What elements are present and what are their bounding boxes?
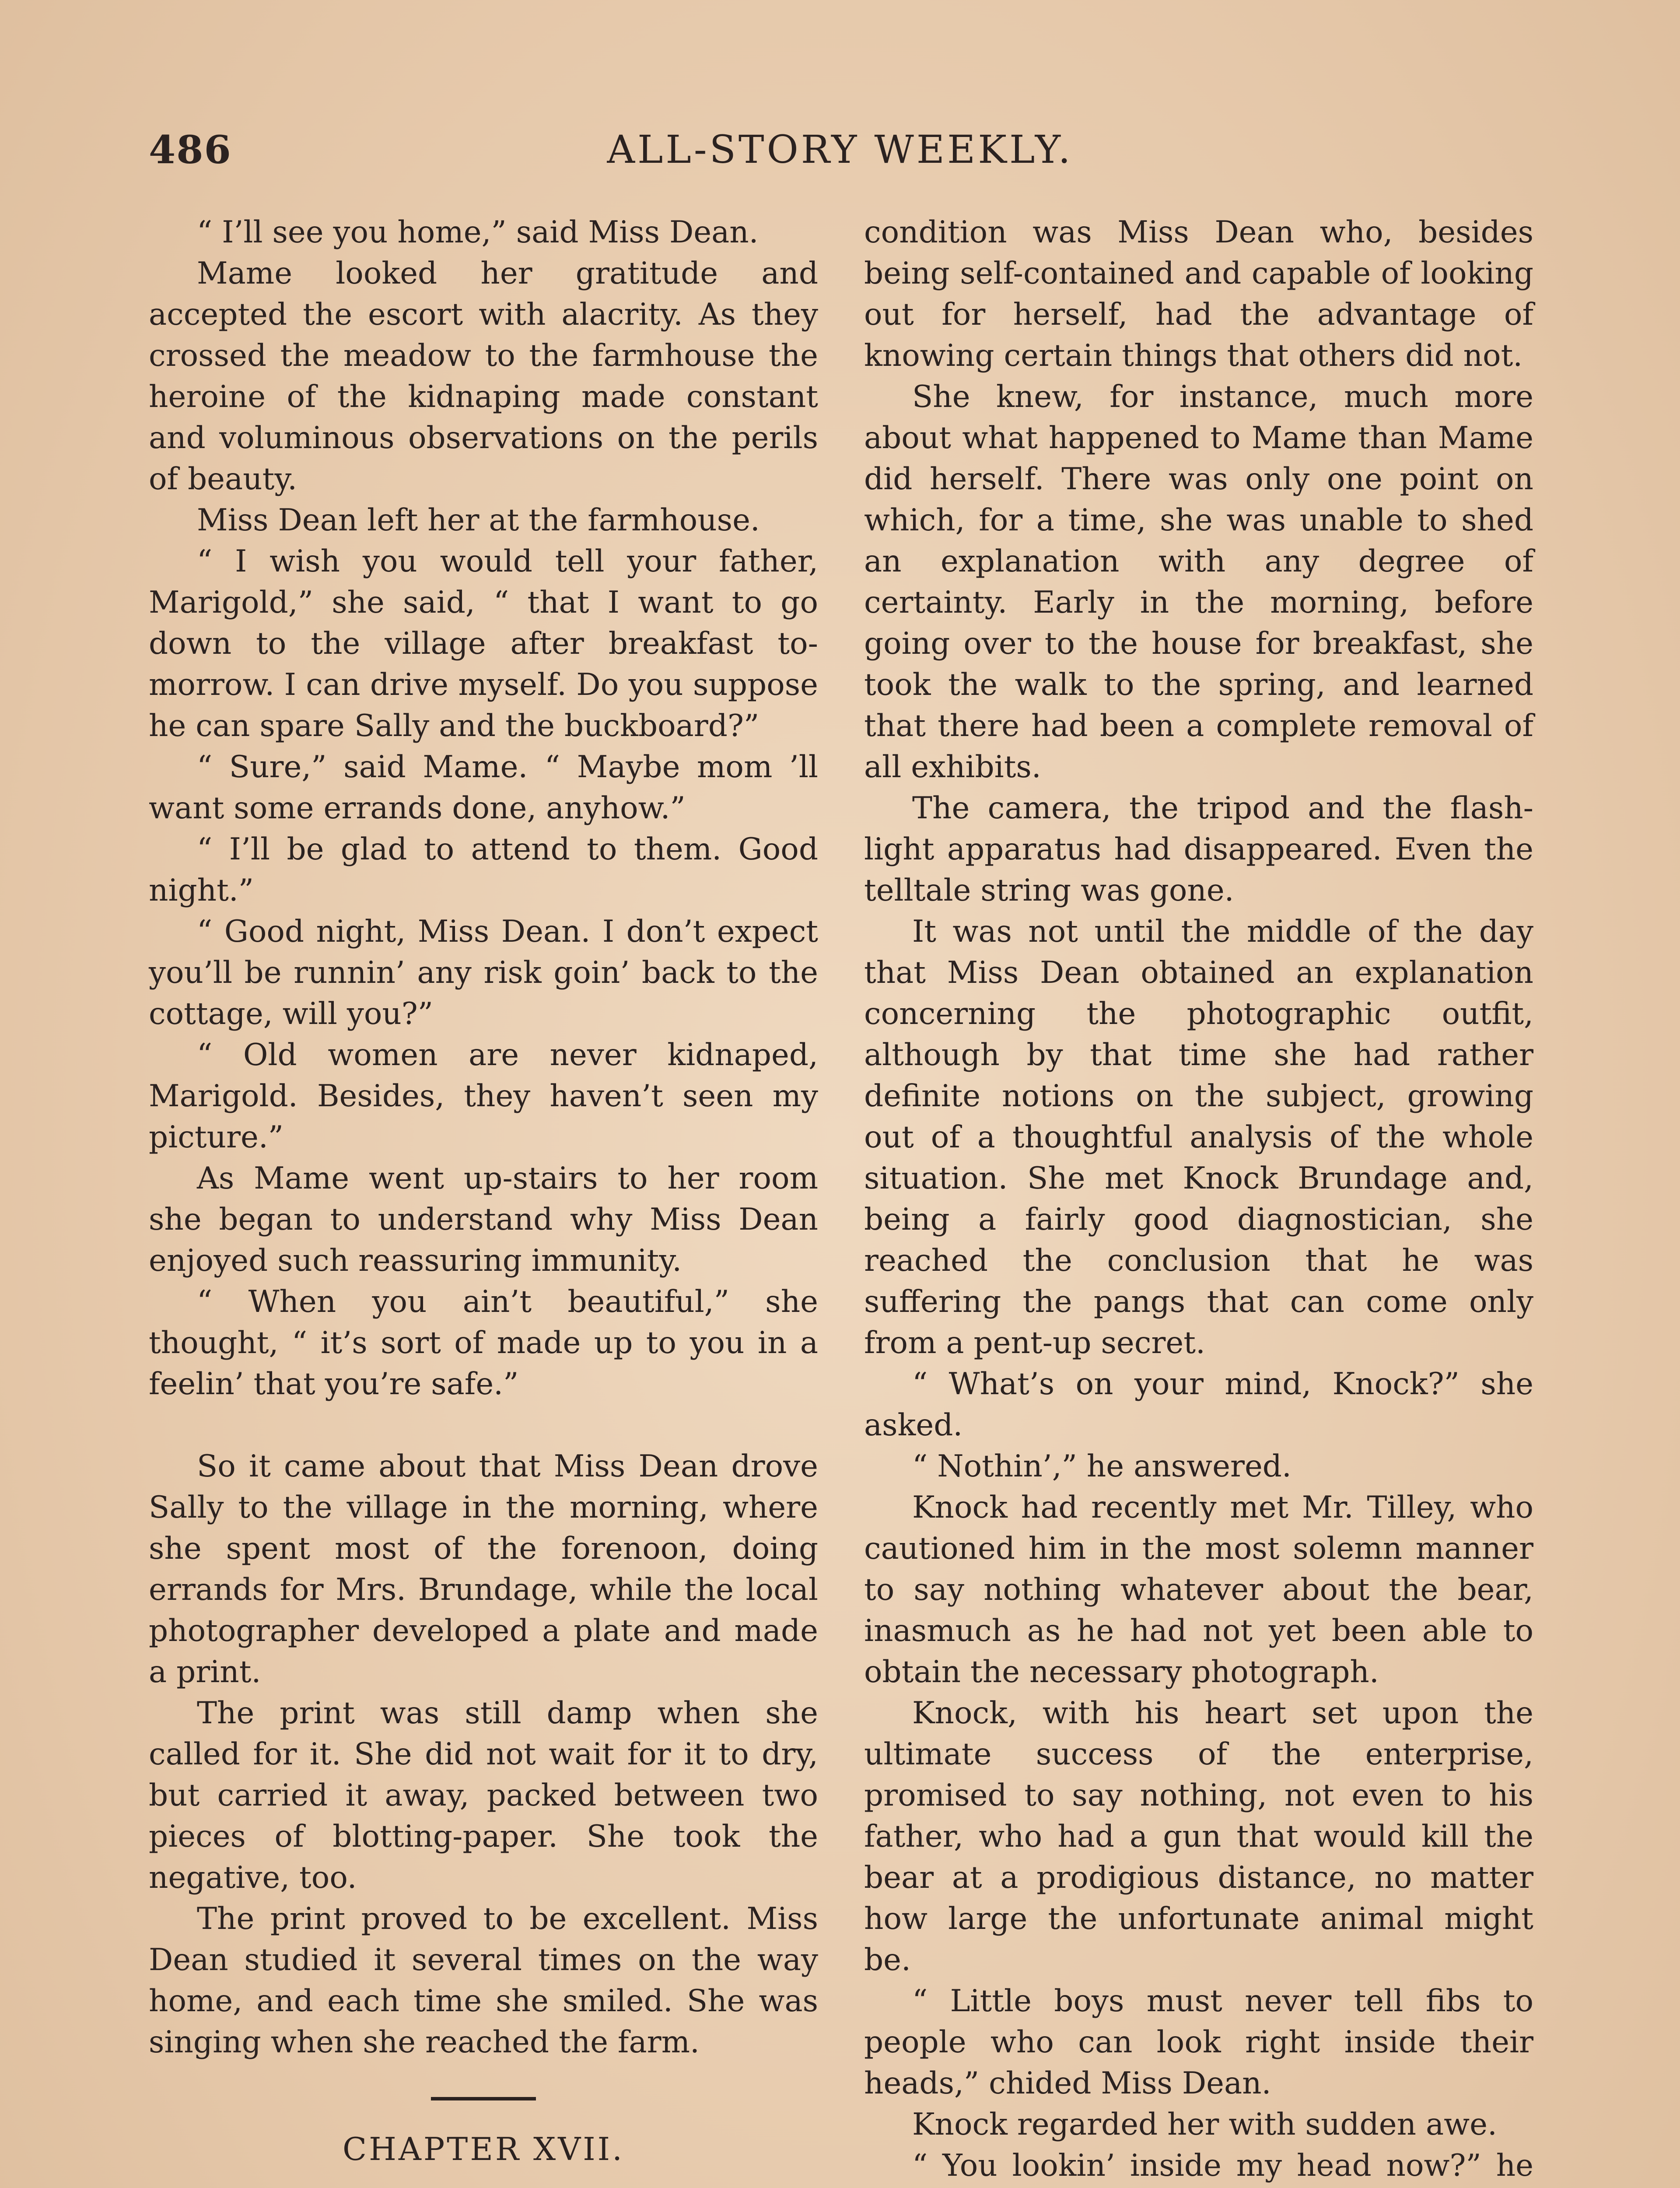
paragraph: She knew, for instance, much more about what happened to Mame than Mame did herself. There was only one point on which, for a time, she was unable to shed an explanation with any degree of certainty. Early in the morning, before going over to the house for breakfast, she took the walk to the spring, and learned that there had been a complete removal of all exhibits. bbox=[864, 379, 1533, 785]
paragraph: “ Nothin’,” he answered. bbox=[912, 1449, 1292, 1484]
paragraph: “ What’s on your mind, Knock?” she asked. bbox=[864, 1367, 1533, 1443]
paragraph: “ When you ain’t beautiful,” she thought, “ it’s sort of made up to you in a feelin’ that you’re safe.” bbox=[149, 1284, 818, 1402]
paragraph: As Mame went up-stairs to her room she began to understand why Miss Dean enjoyed such reassuring immunity. bbox=[149, 1161, 818, 1278]
paragraph: “ I’ll see you home,” said Miss Dean. bbox=[197, 215, 759, 250]
paragraph: Mame looked her gratitude and accepted the escort with alacrity. As they crossed the meadow to the farmhouse the heroine of the kidnaping made constant and voluminous observations on the perils of beauty. bbox=[149, 256, 818, 497]
continued-paragraph: condition was Miss Dean who, besides being self-contained and capable of looking out for herself, had the advantage of knowing certain things that others did not. bbox=[864, 215, 1533, 373]
paragraph: “ You lookin’ inside my head now?” he bbox=[912, 2148, 1533, 2183]
paragraph: “ I’ll be glad to attend to them. Good night.” bbox=[149, 832, 818, 908]
paragraph: So it came about that Miss Dean drove Sally to the village in the morning, where she spent most of the forenoon, doing errands for Mrs. Brundage, while the local photographer developed a plate and made a print. bbox=[149, 1449, 818, 1690]
paragraph: “ Little boys must never tell fibs to people who can look right inside their heads,” chided Miss Dean. bbox=[864, 1984, 1533, 2101]
chapter-number: CHAPTER XVII. bbox=[342, 2131, 625, 2167]
paragraph: “ I wish you would tell your father, Marigold,” she said, “ that I want to go down to the village after breakfast to-morrow. I can drive myself. Do you suppose he can spare Sally and the buckboard?” bbox=[149, 544, 818, 743]
left-column bbox=[149, 212, 818, 2188]
section-break bbox=[149, 1405, 818, 1446]
paragraph: Knock, with his heart set upon the ultimate success of the enterprise, promised to say nothing, not even to his father, who had a gun that would kill the bear at a prodigious distance, no matter how large the unfortunate animal might be. bbox=[864, 1696, 1533, 1978]
paragraph: The print was still damp when she called for it. She did not wait for it to dry, but carried it away, packed between two pieces of blotting-paper. She took the negative, too. bbox=[149, 1696, 818, 1895]
chapter-title bbox=[149, 2186, 818, 2188]
paragraph: Miss Dean left her at the farmhouse. bbox=[197, 503, 760, 538]
chapter-rule bbox=[431, 2097, 536, 2100]
running-head: ALL-STORY WEEKLY. bbox=[607, 127, 1073, 172]
paragraph: It was not until the middle of the day that Miss Dean obtained an explanation concerning the photographic outfit, although by that time she had rather definite notions on the subject, growing out of a thoughtful analysis of the whole situation. She met Knock Brundage and, being a fairly good diagnostician, she reached the conclusion that he was suffering the pangs that can come only from a pent-up secret. bbox=[864, 914, 1533, 1360]
paragraph: The camera, the tripod and the flash-light apparatus had disappeared. Even the telltale string was gone. bbox=[864, 791, 1533, 908]
paragraph: “ Good night, Miss Dean. I don’t expect you’ll be runnin’ any risk goin’ back to the cottage, will you?” bbox=[149, 914, 818, 1031]
paragraph: Knock had recently met Mr. Tilley, who cautioned him in the most solemn manner to say nothing whatever about the bear, inasmuch as he had not yet been able to obtain the necessary photograph. bbox=[864, 1490, 1533, 1690]
paragraph: “ Sure,” said Mame. “ Maybe mom ’ll want some errands done, anyhow.” bbox=[149, 750, 818, 826]
paragraph: The print proved to be excellent. Miss Dean studied it several times on the way home, and each time she smiled. She was singing when she reached the farm. bbox=[149, 1901, 818, 2060]
page-number: 486 bbox=[149, 127, 232, 172]
right-column bbox=[864, 212, 1533, 2188]
paragraph: “ Old women are never kidnaped, Marigold. Besides, they haven’t seen my picture.” bbox=[149, 1038, 818, 1155]
paragraph: Knock regarded her with sudden awe. bbox=[912, 2107, 1497, 2142]
